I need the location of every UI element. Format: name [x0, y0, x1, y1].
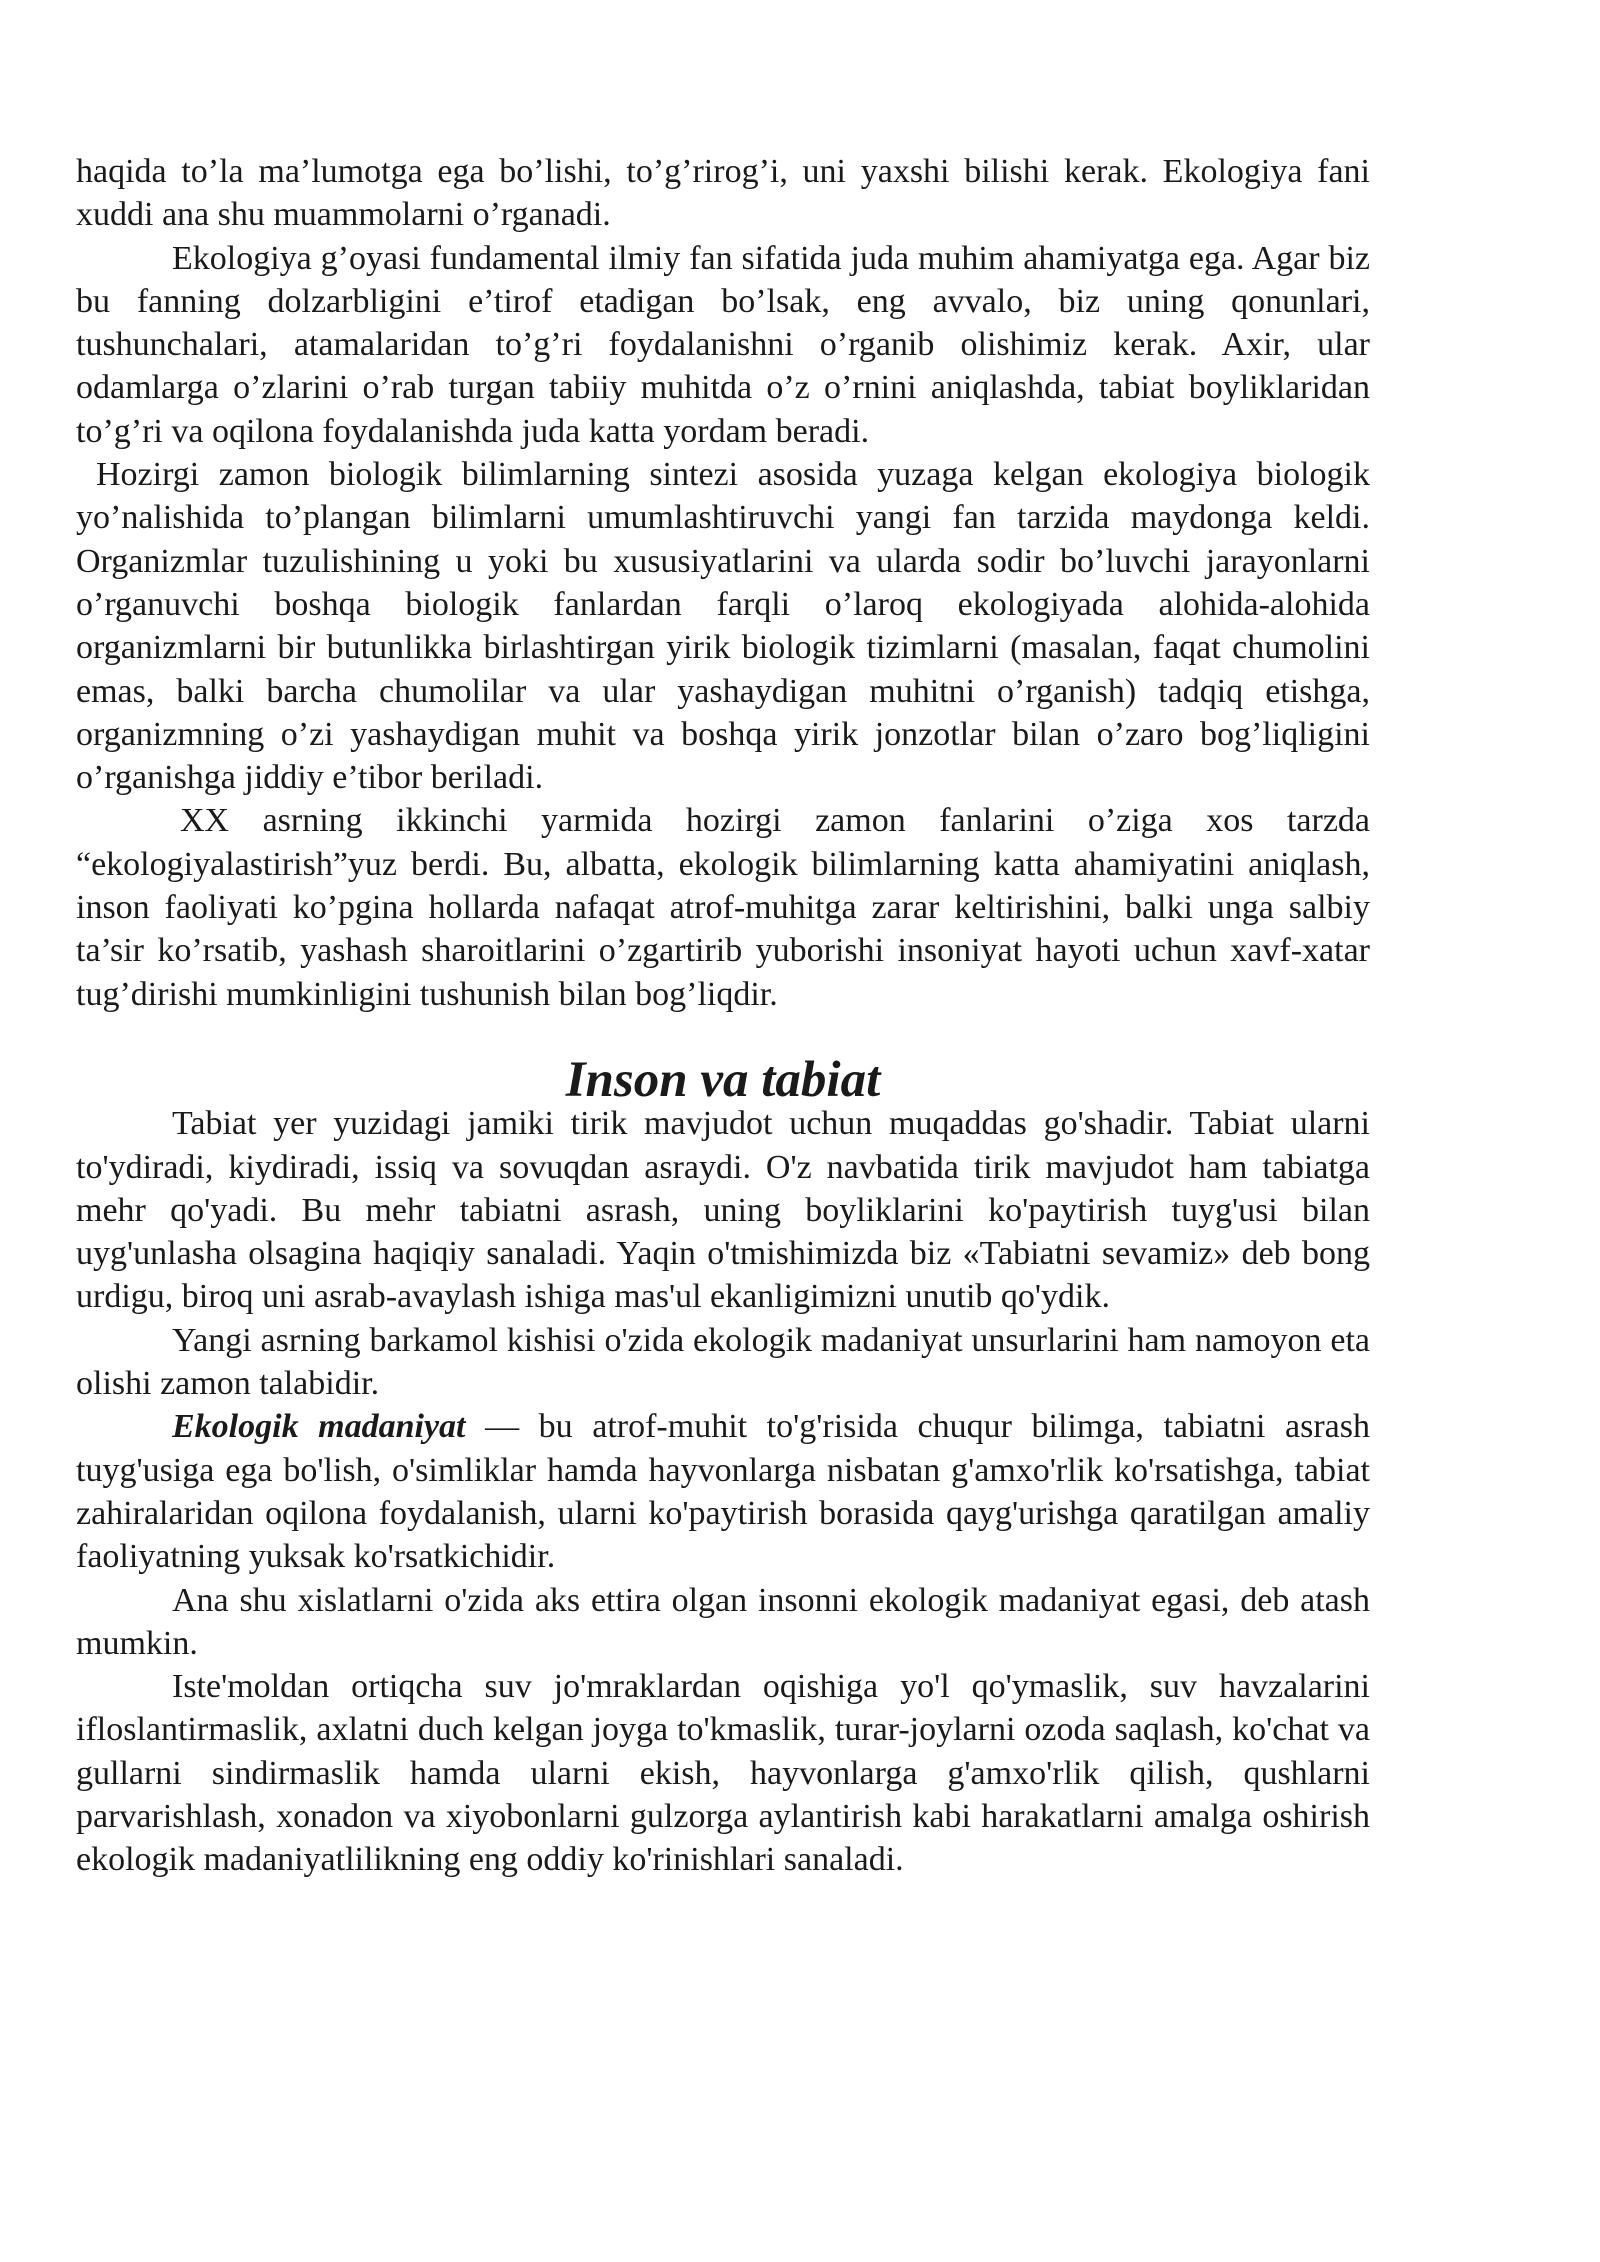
paragraph-nature: Tabiat yer yuzidagi jamiki tirik mavjudot uchun muqaddas go'shadir. Tabiat ularni to'ydiradi, kiydiradi, issiq va sovuqdan asraydi. O'z navbatida tirik mavjudot ham tabiatga mehr qo'yadi. Bu mehr tabiatni asrash, uning boyliklarini ko'paytirish tuyg'usi bilan uyg'unlasha olsagina haqiqiy sanaladi. Yaqin o'tmishimizda biz «Tabiatni sevamiz» deb bong urdigu, biroq uni asrab-avaylash ishiga mas'ul ekanligimizni unutib qo'ydik.: [76, 1105, 1370, 1316]
section-heading: Inson va tabiat: [565, 1051, 881, 1108]
paragraph-twentieth-century: XX asrning ikkinchi yarmida hozirgi zamon fanlarini o’ziga xos tarzda “ekologiyalastirish”yuz berdi. Bu, albatta, ekologik bilimlarning katta ahamiyatini aniqlash, inson faoliyati ko’pgina hollarda nafaqat atrof-muhitga zarar keltirishini, balki unga salbiy ta’sir ko’rsatib, yashash sharoitlarini o’zgartirib yuborishi insoniyat hayoti uchun xavf-xatar tug’dirishi mumkinligini tushunish bilan bog’liqdir.: [76, 802, 1370, 1013]
paragraph-modern-biology: Hozirgi zamon biologik bilimlarning sintezi asosida yuzaga kelgan ekologiya biologik yo’nalishida to’plangan bilimlarni umumlashtiruvchi yangi fan tarzida maydonga keldi. Organizmlar tuzulishining u yoki bu xususiyatlarini va ularda sodir bo’luvchi jarayonlarni o’rganuvchi boshqa biologik fanlardan farqli o’laroq ekologiyada alohida-alohida organizmlarni bir butunlikka birlashtirgan yirik biologik tizimlarni (masalan, faqat chumolini emas, balki barcha chumolilar va ular yashaydigan muhitni o’rganish) tadqiq etishga, organizmning o’zi yashaydigan muhit va boshqa yirik jonzotlar bilan o’zaro bog’liqligini o’rganishga jiddiy e’tibor beriladi.: [76, 456, 1370, 797]
document-page: [76, 150, 1370, 1882]
paragraph-continuation: haqida to’la ma’lumotga ega bo’lishi, to’g’rirog’i, uni yaxshi bilishi kerak. Ekologiya fani xuddi ana shu muammolarni o’rganadi.: [76, 153, 1370, 234]
paragraph-actions: Iste'moldan ortiqcha suv jo'mraklardan oqishiga yo'l qo'ymaslik, suv havzalarini ifloslantirmaslik, axlatni duch kelgan joyga to'kmaslik, turar-joylarni ozoda saqlash, ko'chat va gullarni sindirmaslik hamda ularni ekish, hayvonlarga g'amxo'rlik qilish, qushlarni parvarishlash, xonadon va xiyobonlarni gulzorga aylantirish kabi harakatlarni amalga oshirish ekologik madaniyatlilikning eng oddiy ko'rinishlari sanaladi.: [76, 1668, 1370, 1879]
paragraph-ecology-idea: Ekologiya g’oyasi fundamental ilmiy fan sifatida juda muhim ahamiyatga ega. Agar biz bu fanning dolzarbligini e’tirof etadigan bo’lsak, eng avvalo, biz uning qonunlari, tushunchalari, atamalaridan to’g’ri foydalanishni o’rganib olishimiz kerak. Axir, ular odamlarga o’zlarini o’rab turgan tabiiy muhitda o’z o’rnini aniqlashda, tabiat boyliklaridan to’g’ri va oqilona foydalanishda juda katta yordam beradi.: [76, 239, 1370, 450]
paragraph-new-century: Yangi asrning barkamol kishisi o'zida ekologik madaniyat unsurlarini ham namoyon eta olishi zamon talabidir.: [76, 1321, 1370, 1403]
definition-term: Ekologik madaniyat: [172, 1408, 466, 1446]
definition-text: — bu atrof-muhit to'g'risida chuqur bilimga, tabiatni asrash tuyg'usiga ega bo'lish, o'simliklar hamda hayvonlarga nisbatan g'amxo'rlik ko'rsatishga, tabiat zahiralaridan oqilona foydalanish, ularni ko'paytirish borasida qayg'urishga qaratilgan amaliy faoliyatning yuksak ko'rsatkichidir.: [76, 1408, 1370, 1576]
paragraph-qualities: Ana shu xislatlarni o'zida aks ettira olgan insonni ekologik madaniyat egasi, deb atash mumkin.: [76, 1581, 1370, 1662]
paragraph-definition: [76, 1405, 1370, 1578]
